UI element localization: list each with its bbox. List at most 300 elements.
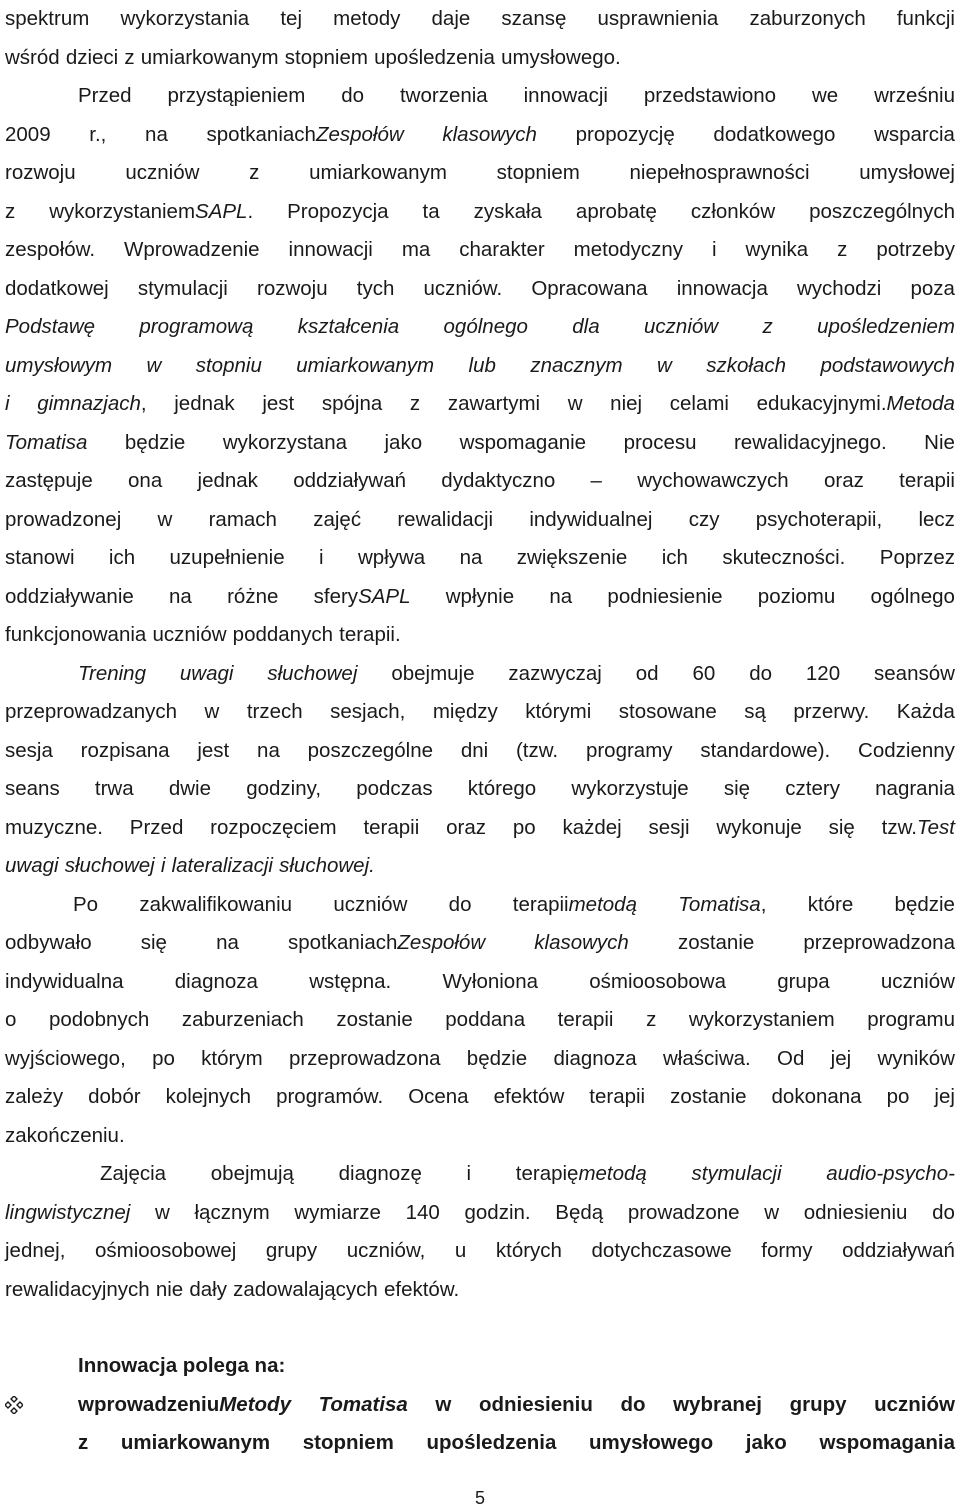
word-part: psychoterapii, — [755, 507, 883, 531]
word-part: będzie — [124, 430, 186, 454]
word — [772, 1078, 862, 1117]
word — [734, 424, 887, 463]
word — [233, 1271, 378, 1310]
word — [347, 1232, 426, 1271]
word — [201, 1040, 263, 1079]
word-part: Propozycja — [287, 199, 389, 223]
word — [194, 1194, 269, 1233]
word — [246, 770, 321, 809]
word-part: do — [341, 84, 365, 107]
word-part: Zespołów — [397, 931, 486, 954]
word — [619, 693, 717, 732]
word — [155, 1194, 170, 1233]
word — [139, 308, 253, 347]
word — [400, 77, 488, 116]
word — [169, 578, 192, 617]
word — [829, 809, 855, 848]
word-part: diagnoza — [553, 1046, 637, 1070]
word-part: po — [886, 1085, 910, 1108]
word-part: z — [249, 161, 260, 184]
word-part: spotkaniach — [206, 122, 316, 146]
word-part: seans — [5, 777, 60, 800]
word — [722, 539, 845, 578]
word-part: podstawowych — [820, 353, 955, 377]
word-part: jednak — [174, 392, 235, 415]
word-part: zostanie — [336, 1008, 413, 1031]
word-part: wykorzystania — [120, 7, 250, 30]
word — [516, 732, 558, 771]
word-part: wpływa — [357, 546, 426, 569]
word-part: lateralizacji — [171, 854, 273, 877]
text-line — [5, 501, 955, 540]
word-part: słuchowej — [64, 854, 155, 877]
word-part: cztery — [785, 777, 840, 800]
word-part: kolejnych — [165, 1085, 252, 1108]
word-part: oddziaływanie — [5, 584, 134, 608]
word-part: stanowi — [5, 546, 75, 569]
word — [174, 385, 234, 424]
text-line — [5, 616, 955, 655]
word — [120, 0, 249, 39]
word-part: Tomatisa — [678, 892, 761, 916]
text-line — [5, 462, 955, 501]
word — [309, 154, 447, 193]
word — [432, 0, 471, 39]
word-part: uczniów — [125, 161, 200, 184]
word — [877, 1040, 954, 1079]
word — [874, 77, 955, 116]
word-part: o — [5, 1008, 17, 1031]
word — [166, 1078, 251, 1117]
word — [280, 0, 302, 39]
word — [78, 1386, 291, 1425]
section-heading: Innowacja polega na: — [78, 1354, 286, 1377]
word — [576, 116, 675, 155]
word-part: w — [146, 353, 162, 377]
word-part: wśród — [5, 45, 60, 69]
word — [517, 539, 628, 578]
word — [513, 886, 637, 925]
text-line — [5, 886, 955, 925]
word — [501, 39, 621, 78]
word-part: w — [155, 1200, 170, 1224]
word-part: w — [567, 392, 583, 415]
word — [152, 616, 226, 655]
word — [592, 1232, 732, 1271]
word — [309, 963, 391, 1002]
word — [880, 539, 955, 578]
word-part: do — [448, 892, 472, 916]
word-part: podczas — [356, 777, 433, 800]
word-part: seansów — [874, 661, 955, 685]
word-part: terapii — [589, 1085, 646, 1108]
text-line — [5, 77, 955, 116]
word-part: od — [635, 661, 659, 685]
word — [819, 1424, 955, 1463]
word — [692, 1155, 782, 1194]
word — [826, 1155, 955, 1194]
word-part: do — [749, 661, 772, 685]
word — [356, 770, 432, 809]
word-part: sesjach, — [330, 700, 406, 723]
word-part: jednak — [197, 469, 258, 492]
word-part: z — [124, 45, 135, 69]
word — [918, 501, 954, 540]
word-part: stopniu — [195, 353, 262, 377]
word — [558, 1001, 614, 1040]
word — [95, 1232, 236, 1271]
word-part: indywidualna — [5, 969, 124, 993]
word-part: metodą — [568, 892, 637, 916]
word — [211, 1155, 294, 1194]
word-part: uczniów — [644, 315, 719, 338]
word-part: tej — [280, 7, 302, 30]
word — [534, 924, 629, 963]
word-part: przeprowadzanych — [5, 700, 178, 723]
word-part: lub — [468, 353, 496, 377]
word-part: tych — [356, 276, 395, 300]
word-part: Tomatisa — [318, 1392, 408, 1416]
text-line — [5, 0, 955, 39]
word — [924, 424, 955, 463]
word — [5, 1271, 150, 1310]
word-part: które — [807, 892, 854, 916]
word — [266, 1232, 317, 1271]
word — [210, 809, 336, 848]
text-line — [5, 963, 955, 1002]
word — [287, 193, 388, 232]
word — [895, 886, 955, 925]
word-part: gimnazjach — [37, 392, 141, 415]
word-part: wykorzystuje — [571, 777, 689, 800]
word-part: stopniem — [284, 45, 368, 69]
word-part: efektów — [493, 1085, 565, 1108]
word — [257, 270, 328, 309]
word — [145, 116, 168, 155]
word-part: wyjściowego, — [5, 1046, 126, 1070]
word-part: oddziaływań — [293, 469, 407, 492]
word — [308, 732, 433, 771]
word-part: grupy — [789, 1392, 847, 1416]
word-part: podniesienie — [607, 584, 723, 608]
word — [555, 1194, 603, 1233]
word — [516, 1155, 647, 1194]
word — [374, 39, 495, 78]
text-line — [5, 847, 955, 886]
word-part: umysłowej — [859, 161, 955, 184]
word — [167, 77, 305, 116]
word — [152, 1040, 175, 1079]
word-part: klasowych — [534, 931, 629, 954]
word — [233, 616, 333, 655]
word-part: poddana — [445, 1008, 526, 1031]
word — [262, 385, 294, 424]
word-part: uczniów — [874, 1392, 955, 1416]
word — [644, 308, 718, 347]
word — [586, 732, 673, 771]
word-part: upośledzenia — [426, 1431, 557, 1454]
word — [100, 1155, 166, 1194]
text-line — [5, 1078, 955, 1117]
word — [876, 231, 955, 270]
word — [5, 501, 121, 540]
text-line — [5, 1117, 955, 1156]
word — [5, 693, 177, 732]
four-diamond-bullet-icon — [5, 1386, 75, 1425]
word — [267, 655, 357, 694]
word-part: Zespołów — [315, 122, 404, 146]
word-part: dydaktyczno — [441, 469, 556, 492]
word-part: diagnoza — [174, 969, 258, 993]
word — [196, 347, 262, 386]
word-part: tworzenia — [399, 84, 488, 107]
word — [910, 270, 954, 309]
word — [161, 847, 166, 886]
word — [562, 809, 621, 848]
word-part: uwagi — [5, 854, 59, 877]
word — [156, 1271, 183, 1310]
word — [858, 732, 955, 771]
word — [5, 732, 53, 771]
word-part: wprowadzeniu — [78, 1392, 220, 1416]
word — [508, 655, 601, 694]
word — [459, 231, 544, 270]
word — [169, 770, 211, 809]
word — [837, 231, 847, 270]
word — [296, 347, 434, 386]
word-part: zastępuje — [5, 469, 93, 492]
word-part: grupa — [777, 969, 830, 993]
word-part: nagrania — [875, 777, 955, 800]
word-part: jest — [197, 738, 230, 762]
word — [467, 1040, 527, 1079]
word — [713, 116, 835, 155]
word-part: nie — [155, 1277, 184, 1301]
word — [474, 193, 542, 232]
word-part: muzyczne. — [5, 815, 103, 839]
word — [820, 347, 954, 386]
word — [824, 462, 864, 501]
word — [207, 116, 404, 155]
word-part: , — [140, 392, 147, 415]
word-part: którego — [467, 777, 537, 800]
word-part: jest — [262, 392, 295, 415]
word-part: jako — [384, 430, 423, 454]
text-line — [78, 1424, 955, 1463]
word-part: diagnozę — [338, 1162, 422, 1185]
word — [180, 655, 234, 694]
word — [932, 1194, 955, 1233]
word — [875, 770, 955, 809]
text-line — [5, 578, 955, 617]
word-part: wykonuje — [716, 815, 802, 839]
word-part: poziomu — [757, 584, 836, 608]
word-part: wynika — [745, 238, 809, 261]
word — [464, 1194, 530, 1233]
word — [874, 1386, 955, 1425]
word-part: klasowych — [442, 122, 537, 146]
word-part: Po — [73, 892, 99, 916]
word — [691, 193, 775, 232]
word-part: rewalidacji — [397, 507, 494, 531]
word-part: , — [760, 892, 767, 916]
word-part: wspomaganie — [459, 430, 587, 454]
word-part: szkołach — [706, 353, 787, 377]
word — [804, 1194, 908, 1233]
word-part: niej — [610, 392, 643, 415]
word — [630, 154, 810, 193]
word — [897, 693, 955, 732]
word — [859, 154, 955, 193]
word-part: ich — [108, 546, 136, 569]
word-part: jako — [745, 1431, 787, 1454]
word — [95, 770, 134, 809]
word-part: wrześniu — [874, 84, 955, 107]
word-part: Metody — [219, 1392, 291, 1416]
word — [469, 347, 496, 386]
word-part: zaburzeniach — [181, 1008, 304, 1031]
word — [88, 1078, 140, 1117]
word — [141, 39, 279, 78]
word-part: umiarkowanym — [120, 1431, 271, 1454]
word-part: innowacja — [676, 276, 768, 300]
word — [501, 0, 566, 39]
word — [692, 655, 715, 694]
word — [444, 308, 528, 347]
word-part: dotychczasowe — [591, 1239, 732, 1262]
word — [298, 308, 399, 347]
word-part: wsparcia — [874, 122, 955, 146]
word — [141, 924, 167, 963]
word — [657, 347, 672, 386]
text-line — [5, 347, 955, 386]
paragraph-4 — [5, 886, 955, 1156]
word-part: dodatkowego — [713, 122, 836, 146]
word-part: i — [160, 854, 166, 877]
word-part: słuchowej. — [279, 854, 375, 877]
word — [182, 1001, 304, 1040]
word — [288, 924, 485, 963]
word-part: wychodzi — [797, 276, 882, 300]
word-part: zajęć — [313, 507, 362, 531]
word-part: w — [657, 353, 672, 377]
word — [899, 462, 955, 501]
word-part: na — [459, 546, 483, 569]
word-part: wybranej — [673, 1392, 762, 1416]
word-part: terapii — [363, 815, 420, 839]
spacer — [5, 1309, 955, 1347]
word-part: programu — [867, 1008, 955, 1031]
word-part: i — [712, 238, 717, 261]
word — [749, 0, 865, 39]
word — [49, 193, 253, 232]
word — [662, 539, 688, 578]
word — [408, 1078, 468, 1117]
word — [423, 193, 440, 232]
word — [5, 847, 59, 886]
word-part: skuteczności. — [722, 546, 846, 569]
word-part: dwie — [168, 777, 211, 800]
word-part: umiarkowanym — [140, 45, 279, 69]
document-page — [5, 0, 955, 1463]
word-part: się — [828, 815, 855, 839]
word-part: poddanych — [232, 623, 333, 646]
word-part: usprawnienia — [597, 7, 719, 30]
text-line — [5, 1194, 955, 1233]
word-part: zadowalających — [233, 1277, 378, 1301]
word — [357, 270, 395, 309]
word — [402, 231, 430, 270]
word — [406, 1194, 440, 1233]
word-part: tzw. — [881, 815, 917, 839]
word-part: zwiększenie — [516, 546, 628, 569]
text-line — [5, 270, 955, 309]
word — [744, 693, 766, 732]
word-part: oraz — [823, 469, 864, 492]
word — [78, 655, 146, 694]
word-part: – — [590, 469, 602, 492]
word — [673, 1386, 762, 1425]
word — [678, 924, 754, 963]
word-part: łącznym — [194, 1200, 270, 1224]
word — [5, 1078, 63, 1117]
word — [574, 231, 683, 270]
word-part: uzupełnienie — [169, 546, 285, 569]
word-part: z — [762, 315, 773, 338]
word-part: godziny, — [246, 777, 322, 800]
word — [712, 231, 717, 270]
word — [170, 539, 285, 578]
word-part: wspomagania — [819, 1431, 955, 1454]
word-part: rewalidacyjnego. — [733, 430, 887, 454]
word-part: będzie — [894, 892, 955, 916]
word-part: na — [169, 584, 192, 608]
word — [158, 501, 173, 540]
word — [81, 732, 170, 771]
word-part: uczniów — [880, 969, 955, 993]
word-part: Trening — [78, 661, 146, 685]
word — [749, 655, 772, 694]
word-part: stymulacji — [691, 1162, 782, 1185]
word-part: i — [5, 392, 10, 415]
word-part: stymulacji — [137, 276, 228, 300]
word-part: obejmują — [210, 1162, 294, 1185]
word-part: we — [811, 84, 839, 107]
word — [5, 924, 92, 963]
word — [777, 963, 829, 1002]
word — [433, 693, 498, 732]
word — [842, 1232, 955, 1271]
word-part: ich — [661, 546, 688, 569]
word-part: stosowane — [618, 700, 717, 723]
word — [5, 308, 95, 347]
word-part: stopniem — [496, 161, 580, 184]
word — [446, 578, 514, 617]
word-part: wstępna. — [309, 969, 392, 993]
word — [785, 770, 840, 809]
word-part: dały — [189, 1277, 227, 1301]
word — [797, 270, 881, 309]
text-line — [5, 1040, 955, 1079]
word-part: uczniów — [333, 892, 408, 916]
word-part: prowadzonej — [5, 507, 122, 531]
word — [138, 270, 228, 309]
word-part: terapii. — [339, 623, 401, 646]
word — [5, 1232, 65, 1271]
text-line — [5, 154, 955, 193]
word — [881, 963, 955, 1002]
word-part: formy — [761, 1239, 813, 1262]
